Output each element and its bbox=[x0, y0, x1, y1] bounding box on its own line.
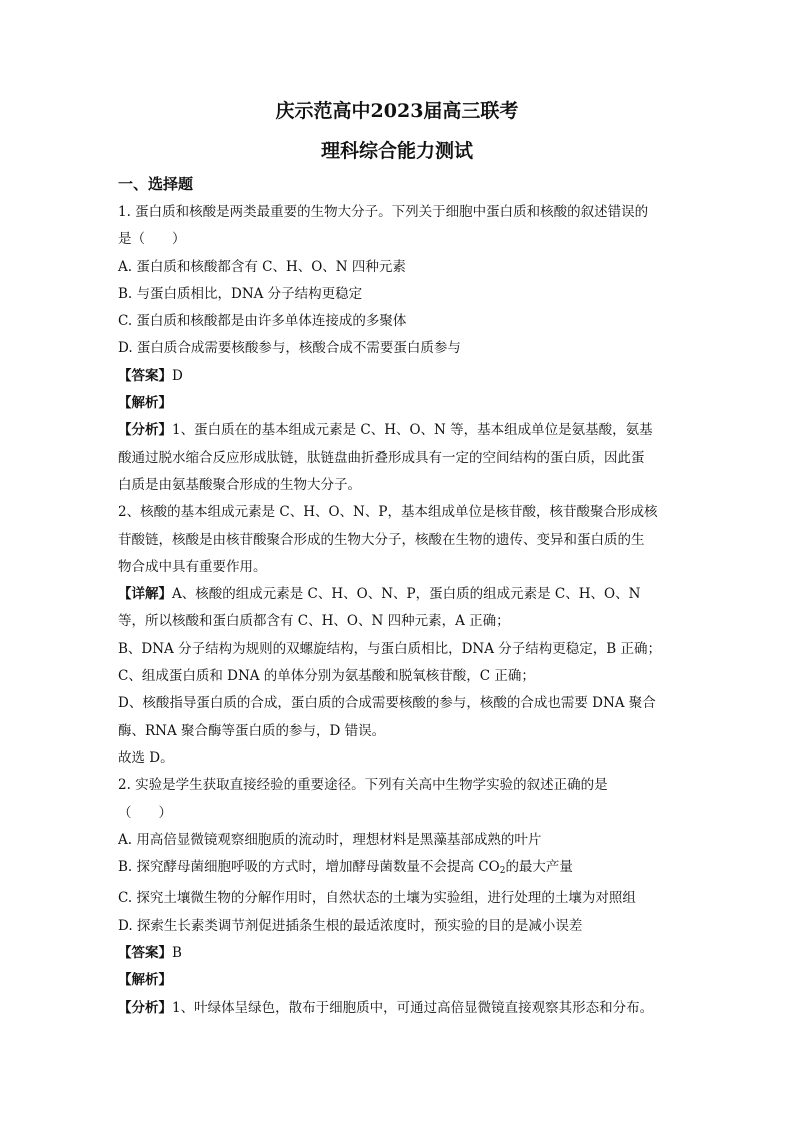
q1-stem-line-2: 是（ ） bbox=[118, 231, 186, 248]
answer-tag: 【答案】 bbox=[118, 367, 172, 384]
q2-option-c: C. 探究土壤微生物的分解作用时，自然状态的土壤为实验组，进行处理的土壤为对照组 bbox=[118, 890, 636, 907]
q1-fenxi-line-4: 2、核酸的基本组成元素是 C、H、O、N、P，基本组成单位是核苷酸，核苷酸聚合形成核 bbox=[118, 504, 658, 521]
q1-fenxi-line-2: 酸通过脱水缩合反应形成肽链，肽链盘曲折叠形成具有一定的空间结构的蛋白质，因此蛋 bbox=[118, 449, 645, 466]
answer-tag: 【答案】 bbox=[118, 945, 172, 962]
q2-stem-line-2: （ ） bbox=[118, 804, 172, 821]
q1-xiangjie-line-3: B、DNA 分子结构为规则的双螺旋结构，与蛋白质相比，DNA 分子结构更稳定，B 正确； bbox=[118, 640, 661, 657]
q1-xiangjie-line-5: D、核酸指导蛋白质的合成，蛋白质的合成需要核酸的参与，核酸的合成也需要 DNA 聚合 bbox=[118, 695, 656, 712]
fenxi-text: 1、蛋白质在的基本组成元素是 C、H、O、N 等，基本组成单位是氨基酸，氨基 bbox=[172, 422, 653, 439]
xiangjie-tag: 【详解】 bbox=[118, 586, 172, 603]
page-subtitle: 理科综合能力测试 bbox=[320, 140, 473, 162]
q1-xiangjie-line-2: 等，所以核酸和蛋白质都含有 C、H、O、N 四种元素，A 正确； bbox=[118, 613, 510, 630]
q1-xiangjie-line-6: 酶、RNA 聚合酶等蛋白质的参与，D 错误。 bbox=[118, 722, 386, 739]
q1-option-a: A. 蛋白质和核酸都含有 C、H、O、N 四种元素 bbox=[118, 258, 406, 275]
answer-value: B bbox=[172, 945, 182, 962]
analysis-tag: 【解析】 bbox=[118, 972, 172, 989]
q1-fenxi-line-6: 物合成中具有重要作用。 bbox=[118, 558, 267, 575]
q2-option-d: D. 探索生长素类调节剂促进插条生根的最适浓度时，预实验的目的是减小误差 bbox=[118, 917, 583, 934]
q2-option-a: A. 用高倍显微镜观察细胞质的流动时，理想材料是黑藻基部成熟的叶片 bbox=[118, 831, 542, 848]
fenxi-text: 1、叶绿体呈绿色，散布于细胞质中，可通过高倍显微镜直接观察其形态和分布。 bbox=[172, 999, 654, 1016]
q2-option-b bbox=[118, 854, 676, 885]
q2-analysis-heading bbox=[118, 967, 676, 994]
q1-conclusion: 故选 D。 bbox=[118, 749, 174, 766]
q1-option-b: B. 与蛋白质相比，DNA 分子结构更稳定 bbox=[118, 285, 363, 302]
q1-analysis-heading bbox=[118, 390, 676, 417]
q1-stem-line-1: 1. 蛋白质和核酸是两类最重要的生物大分子。下列关于细胞中蛋白质和核酸的叙述错误的 bbox=[118, 204, 649, 220]
q2-stem-line-1: 2. 实验是学生获取直接经验的重要途径。下列有关高中生物学实验的叙述正确的是 bbox=[118, 777, 608, 794]
q1-fenxi-line-5: 苷酸链，核酸是由核苷酸聚合形成的生物大分子，核酸在生物的遗传、变异和蛋白质的生 bbox=[118, 531, 645, 548]
q1-xiangjie-line-1 bbox=[118, 581, 676, 608]
analysis-tag: 【解析】 bbox=[118, 395, 172, 412]
answer-value: D bbox=[172, 367, 183, 384]
co2-subscript: 2 bbox=[499, 866, 506, 877]
q1-option-c: C. 蛋白质和核酸都是由许多单体连接成的多聚体 bbox=[118, 313, 407, 330]
q1-fenxi-line-1 bbox=[118, 417, 676, 444]
fenxi-tag: 【分析】 bbox=[118, 422, 172, 439]
fenxi-tag: 【分析】 bbox=[118, 999, 172, 1016]
q2-fenxi-line-1 bbox=[118, 995, 676, 1022]
q2-answer bbox=[118, 940, 676, 967]
xiangjie-text: A、核酸的组成元素是 C、H、O、N、P，蛋白质的组成元素是 C、H、O、N bbox=[172, 586, 641, 603]
q2-option-b-text: B. 探究酵母菌细胞呼吸的方式时，增加酵母菌数量不会提高 CO bbox=[118, 859, 500, 876]
q1-answer bbox=[118, 363, 676, 390]
q1-fenxi-line-3: 白质是由氨基酸聚合形成的生物大分子。 bbox=[118, 476, 361, 493]
section-title: 一、选择题 bbox=[118, 175, 194, 193]
q2-option-b-tail: 的最大产量 bbox=[505, 859, 573, 876]
q1-xiangjie-line-4: C、组成蛋白质和 DNA 的单体分别为氨基酸和脱氧核苷酸，C 正确； bbox=[118, 668, 535, 685]
page-title: 庆示范高中2023届高三联考 bbox=[275, 100, 519, 122]
q1-option-d: D. 蛋白质合成需要核酸参与，核酸合成不需要蛋白质参与 bbox=[118, 340, 461, 357]
